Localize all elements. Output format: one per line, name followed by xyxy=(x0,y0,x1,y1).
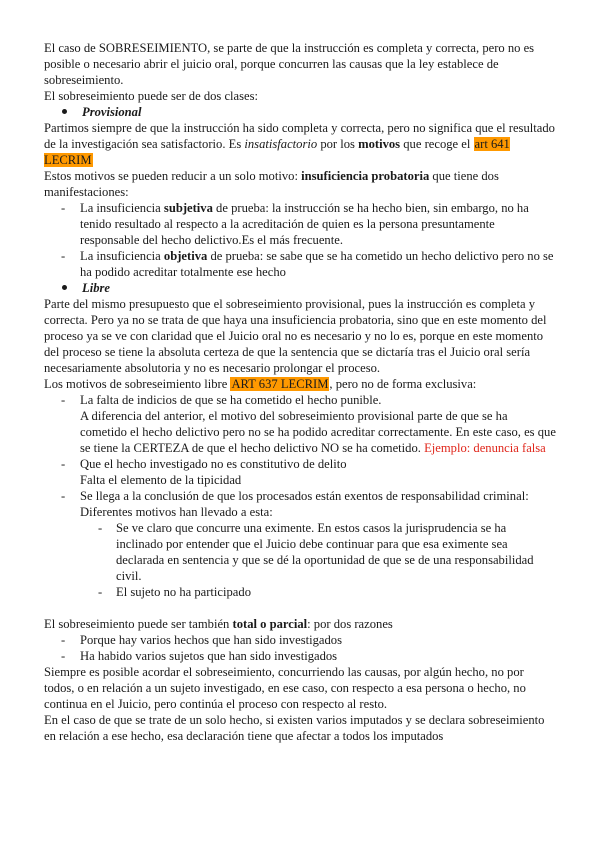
bullet-dot-icon xyxy=(62,109,67,114)
text-run: Estos motivos se pueden reducir a un solo motivo: xyxy=(44,169,302,183)
text-run-bold: objetiva xyxy=(163,249,208,263)
motivos-libre-paragraph xyxy=(44,376,556,392)
highlighted-article-reference: ART 637 LECRIM xyxy=(231,377,329,391)
text-run: que recoge el xyxy=(400,137,474,151)
dash-marker: - xyxy=(61,489,66,503)
dash-marker: - xyxy=(61,393,66,407)
text-run: Ha habido varios sujetos que han sido investigados xyxy=(80,649,338,663)
list-item-subjetiva xyxy=(44,200,556,248)
classes-paragraph: El sobreseimiento puede ser de dos clases: xyxy=(44,89,259,103)
dash-marker: - xyxy=(61,633,66,647)
text-run: Se llega a la conclusión de que los procesados están exentos de responsabilidad criminal: xyxy=(80,489,529,503)
text-run-bold: total o parcial xyxy=(232,617,308,631)
text-run: por los xyxy=(317,137,359,151)
text-run: : por dos razones xyxy=(307,617,393,631)
sublist-item-eximente xyxy=(44,520,556,584)
list-item-tipicidad xyxy=(44,456,556,472)
motivos-paragraph xyxy=(44,168,556,200)
text-run: Que el hecho investigado no es constitutivo de delito xyxy=(80,457,347,471)
text-run: La falta de indicios de que se ha cometido el hecho punible. xyxy=(80,393,382,407)
list-item-indicios xyxy=(44,392,556,408)
intro-text: El caso de SOBRESEIMIENTO, se parte de que la instrucción es completa y correcta, pero no es posible o necesario abrir el juicio oral, porque concurren las causas que la ley establece de sobreseimiento. xyxy=(44,41,535,87)
dash-marker: - xyxy=(61,649,66,663)
text-run-bold: subjetiva xyxy=(163,201,213,215)
list-item-indicios-detail xyxy=(44,408,556,456)
text-run: que tiene dos manifestaciones: xyxy=(44,169,499,199)
text-run: Partimos siempre de que la instrucción ha sido completa y correcta, pero no significa que el resultado de la investigación sea satisfactorio. Es xyxy=(44,121,555,151)
text-run: de prueba: se sabe que se ha cometido un hecho delictivo pero no se ha podido acreditar totalmente ese hecho xyxy=(80,249,554,279)
text-run: Se ve claro que concurre una eximente. En estos casos la jurisprudencia se ha inclinado por entender que el Juicio debe continuar para que esa eximente sea declarada en sentencia y que se dé la oportunidad de que se de una responsabilidad civil. xyxy=(116,521,534,583)
highlighted-article-reference: art 641 LECRIM xyxy=(44,137,510,167)
bullet-libre-label: Libre xyxy=(82,281,110,295)
libre-paragraph: Parte del mismo presupuesto que el sobreseimiento provisional, pues la instrucción es completa y correcta. Pero ya no se trata de que haya una insuficiencia probatoria, sino que en este momento del proceso ya se ve con claridad que el Juicio oral no es necesario y no lo es, porque en este momento del proceso se tiene la absoluta certeza de que la sentencia que se dictaría tras el Juicio oral sería necesariamente absolutoria y no es necesario prolongar el proceso. xyxy=(44,297,547,375)
list-item-hechos xyxy=(44,632,556,648)
list-item-sujetos xyxy=(44,648,556,664)
bullet-libre xyxy=(44,280,556,296)
bullet-dot-icon xyxy=(62,285,67,290)
provisional-paragraph xyxy=(44,120,556,168)
bullet-provisional-label: Provisional xyxy=(82,105,142,119)
text-run: Falta el elemento de la tipicidad xyxy=(80,473,242,487)
text-run: Los motivos de sobreseimiento libre xyxy=(44,377,231,391)
sublist-item-sujeto xyxy=(44,584,556,600)
text-run: de prueba: la instrucción se ha hecho bien, sin embargo, no ha tenido resultado al respecto a la acreditación de quien es la persona presuntamente responsable del hecho delictivo.Es el más frecuente. xyxy=(80,201,529,247)
text-run: La insuficiencia xyxy=(80,249,164,263)
text-run: La insuficiencia xyxy=(80,201,164,215)
dash-marker: - xyxy=(98,585,103,599)
text-run-italic: insatisfactorio xyxy=(244,137,318,151)
intro-paragraph xyxy=(44,40,556,88)
text-run: A diferencia del anterior, el motivo del sobreseimiento provisional parte de que se ha cometido el hecho delictivo pero no se ha podido acreditar correctamente. En este caso, es que se tiene la CERTEZA de que el hecho delictivo NO se ha cometido. xyxy=(80,409,556,455)
dash-marker: - xyxy=(61,249,66,263)
text-run: El sobreseimiento puede ser también xyxy=(44,617,233,631)
text-run: Porque hay varios hechos que han sido investigados xyxy=(80,633,342,647)
text-run: Diferentes motivos han llevado a esta: xyxy=(80,505,273,519)
bullet-provisional xyxy=(44,104,556,120)
text-run-bold: insuficiencia probatoria xyxy=(301,169,430,183)
siempre-paragraph: Siempre es posible acordar el sobreseimiento, concurriendo las causas, por algún hecho, no por todos, o en relación a un sujeto investigado, en ese caso, con respecto a esa persona o hecho, no continua en el Juicio, pero continúa el proceso con respecto al resto. xyxy=(44,665,526,711)
list-item-exentos-detail xyxy=(44,504,556,520)
list-item-tipicidad-detail xyxy=(44,472,556,488)
list-item-exentos xyxy=(44,488,556,504)
total-parcial-paragraph xyxy=(44,616,556,632)
blank-line xyxy=(44,600,556,616)
text-run-bold: motivos xyxy=(358,137,401,151)
dash-marker: - xyxy=(98,521,103,535)
red-example-text: Ejemplo: denuncia falsa xyxy=(424,441,546,455)
dash-marker: - xyxy=(61,201,66,215)
text-run: El sujeto no ha participado xyxy=(116,585,251,599)
list-item-objetiva xyxy=(44,248,556,280)
solo-hecho-paragraph: En el caso de que se trate de un solo hecho, si existen varios imputados y se declara sobreseimiento en relación a ese hecho, esa declaración tiene que afectar a todos los imputados xyxy=(44,713,545,743)
text-run: , pero no de forma exclusiva: xyxy=(329,377,477,391)
document-body xyxy=(44,40,556,744)
dash-marker: - xyxy=(61,457,66,471)
